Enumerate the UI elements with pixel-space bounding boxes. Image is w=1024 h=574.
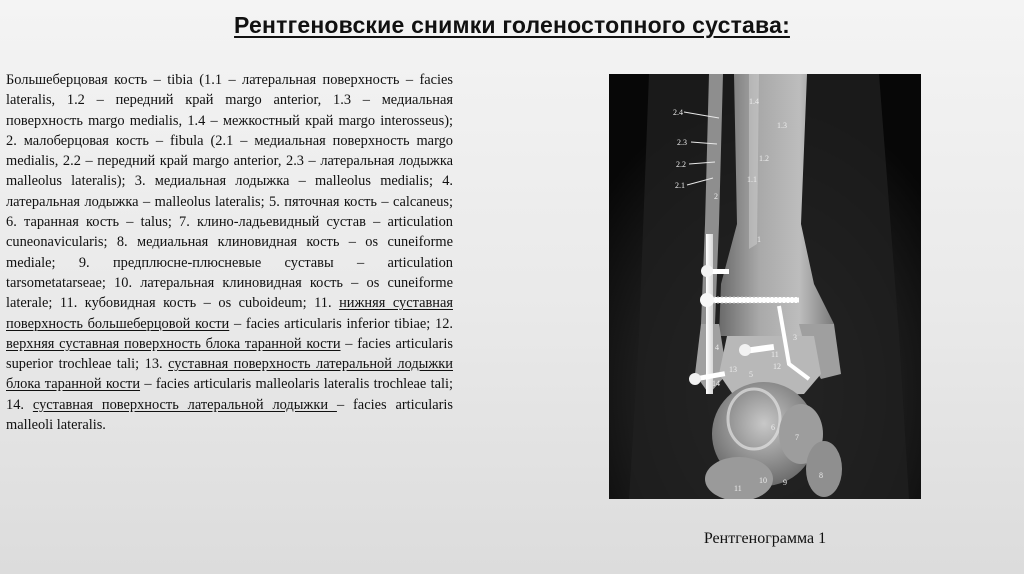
label-11-joint: 11 [771,350,779,359]
underlined-term: суставная поверхность латеральной лодыжки блока таранной кости [6,356,453,393]
label-14: 14 [712,379,720,388]
text-part: Большеберцовая кость – tibia (1.1 – латеральная поверхность ‒ facies lateralis, 1.2 ‒ передний край margo anterior, 1.3 – медиальная поверхность margo medialis, 1.4 ‒ межкостный край margo interosseus); 2. малоберцовая кость – fibula (2.1 – медиальная поверхность margo medialis, 2.2 – передний край margo anterior, 2.3 – латеральная лодыжка malleolus lateralis); 3. медиальная лодыжка – malleolus medialis; 4. латеральная лодыжка – malleolus lateralis; 5. пяточная кость – calcaneus; 6. таранная кость – talus; 7. клино-ладьевидный сустав – articulation cuneonavicularis; 8. медиальная клиновидная кость – os cuneiforme mediale; 9. предплюсне-плюсневые суставы – articulation tarsometatarseae; 10. латеральная клиновидная кость – os cuneiforme laterale; 11. кубовидная кость – os cuboideum; 11. [6,72,453,312]
xray-image [609,74,921,499]
screw-head-3 [739,344,751,356]
label-3: 3 [793,333,797,342]
label-11-foot: 11 [734,484,742,493]
label-10: 10 [759,476,767,485]
screw-head-4 [689,373,701,385]
label-6: 6 [771,423,775,432]
cuneiform-bone [806,441,842,497]
label-5: 5 [749,370,753,379]
label-2-1: 2.1 [675,181,685,190]
label-2-4: 2.4 [673,108,683,117]
label-4: 4 [715,343,719,352]
label-12: 12 [773,362,781,371]
screw-2 [707,297,799,303]
underlined-term: суставная поверхность латеральной лодыжки [32,396,337,413]
label-8: 8 [819,471,823,480]
label-2-3: 2.3 [677,138,687,147]
text-part: ‒ facies articularis malleolaris lateralis trochleae tali; 14. [6,376,453,413]
screw-head-2 [700,293,714,307]
xray-drawing [609,74,921,499]
underlined-term: верхняя суставная поверхность блока таранной кости [6,335,341,352]
label-1: 1 [757,235,761,244]
label-2: 2 [714,192,718,201]
label-1-2: 1.2 [759,154,769,163]
fixation-plate [706,234,713,394]
description-text [6,70,453,435]
label-1-3: 1.3 [777,121,787,130]
label-1-1: 1.1 [747,175,757,184]
label-2-2: 2.2 [676,160,686,169]
label-1-4: 1.4 [749,97,759,106]
text-part: ‒ facies articularis malleoli lateralis. [6,396,453,434]
label-13: 13 [729,365,737,374]
label-7: 7 [795,433,799,442]
screw-head-1 [701,265,713,277]
text-part: ‒ facies articularis superior trochleae tali; 13. [6,335,454,373]
underlined-term: нижняя суставная поверхность большеберцовой кости [6,295,453,332]
image-caption: Рентгенограмма 1 [703,530,827,547]
slide-title: Рентгеновские снимки голеностопного сустава: [234,12,790,38]
text-part: – facies articularis inferior tibiae; 12. [229,315,453,332]
label-9: 9 [783,478,787,487]
